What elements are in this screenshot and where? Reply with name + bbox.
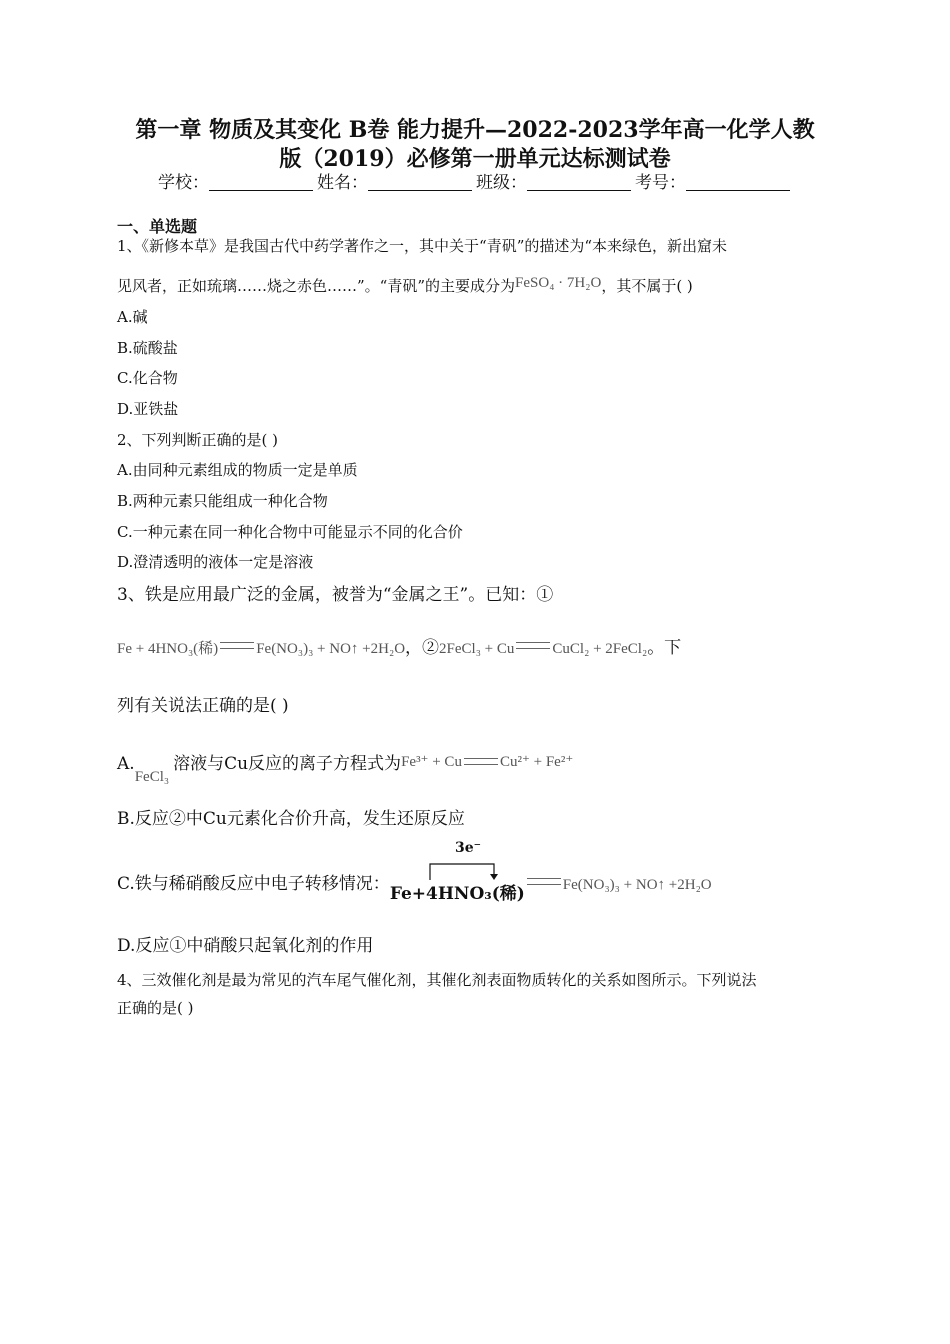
q3-option-d: D.反应①中硝酸只起氧化剂的作用	[117, 936, 374, 956]
title-line-1: 第一章 物质及其变化 B卷 能力提升—2022-2023学年高一化学人教	[135, 117, 815, 143]
q3-option-c	[117, 874, 712, 904]
eq2-equals	[516, 642, 550, 649]
q3-option-a-equals	[464, 758, 498, 765]
q3-option-c-right: Fe(NO₃)₃ + NO↑ +2H₂O	[562, 877, 712, 893]
q1-line-1: 1、《新修本草》是我国古代中药学著作之一，其中关于“青矾”的描述为“本来绿色，新出窟未	[117, 237, 728, 255]
q4-line-1: 4、三效催化剂是最为常见的汽车尾气催化剂，其催化剂表面物质转化的关系如图所示。下列说法	[117, 971, 757, 989]
student-info	[0, 172, 950, 194]
q1-line-2-tail: ，其不属于( )	[601, 277, 693, 295]
school-blank[interactable]	[209, 174, 313, 191]
eq1-right: Fe(NO₃)₃ + NO↑ +2H₂O	[256, 641, 406, 657]
q3-line-1: 3、铁是应用最广泛的金属，被誉为“金属之王”。已知：①	[117, 585, 554, 605]
q2-option-b: B.两种元素只能组成一种化合物	[117, 492, 328, 510]
q2-stem: 2、下列判断正确的是( )	[117, 431, 279, 449]
eq1-equals	[220, 642, 254, 649]
eq2-left: 2FeCl₃ + Cu	[439, 641, 515, 657]
q3-equations	[117, 638, 681, 659]
exam-no-label: 考号：	[635, 173, 686, 193]
q1-option-c: C.化合物	[117, 369, 178, 387]
q3-option-a-text: 溶液与Cu反应的离子方程式为	[173, 754, 402, 774]
q2-option-c: C.一种元素在同一种化合物中可能显示不同的化合价	[117, 523, 463, 541]
q2-option-a: A.由同种元素组成的物质一定是单质	[117, 461, 358, 479]
school-label: 学校：	[158, 173, 209, 193]
eq1-left: Fe + 4HNO₃(稀)	[117, 641, 219, 657]
q3-option-c-text: C.铁与稀硝酸反应中电子转移情况：	[117, 874, 390, 894]
name-label: 姓名：	[317, 173, 368, 193]
name-blank[interactable]	[368, 174, 472, 191]
eq2-tail: 。下	[647, 638, 682, 658]
q3-option-a-prefix: A.	[117, 754, 135, 774]
eq-separator: ，②	[405, 638, 440, 658]
q3-option-a-eq-left: Fe³⁺ + Cu	[401, 754, 462, 770]
q1-option-a: A.碱	[117, 308, 148, 326]
q1-option-b: B.硫酸盐	[117, 339, 178, 357]
q2-option-d: D.澄清透明的液体一定是溶液	[117, 553, 314, 571]
q3-option-a-fecl3: FeCl₃	[134, 769, 170, 785]
q1-line-2	[117, 273, 693, 296]
q3-option-a	[117, 752, 574, 785]
eq2-right: CuCl₂ + 2FeCl₂	[552, 641, 648, 657]
electron-label: 3e⁻	[455, 840, 482, 856]
q3-option-b: B.反应②中Cu元素化合价升高，发生还原反应	[117, 809, 465, 829]
q1-option-d: D.亚铁盐	[117, 400, 179, 418]
q3-option-c-equals	[527, 878, 561, 885]
class-label: 班级：	[476, 173, 527, 193]
q4-line-2: 正确的是( )	[117, 999, 194, 1017]
q3-option-c-left: Fe+4HNO₃(稀)	[389, 884, 525, 904]
q3-option-a-eq-right: Cu²⁺ + Fe²⁺	[499, 754, 574, 770]
q1-formula: FeSO₄ · 7H₂O	[515, 275, 602, 291]
section-heading: 一、单选题	[117, 217, 198, 236]
class-blank[interactable]	[527, 174, 631, 191]
q1-line-2-text: 见风者，正如琉璃……烧之赤色……”。“青矾”的主要成分为	[117, 277, 516, 295]
exam-no-blank[interactable]	[686, 174, 790, 191]
title-line-2: 版（2019）必修第一册单元达标测试卷	[279, 146, 671, 172]
q3-line-3: 列有关说法正确的是( )	[117, 696, 289, 716]
